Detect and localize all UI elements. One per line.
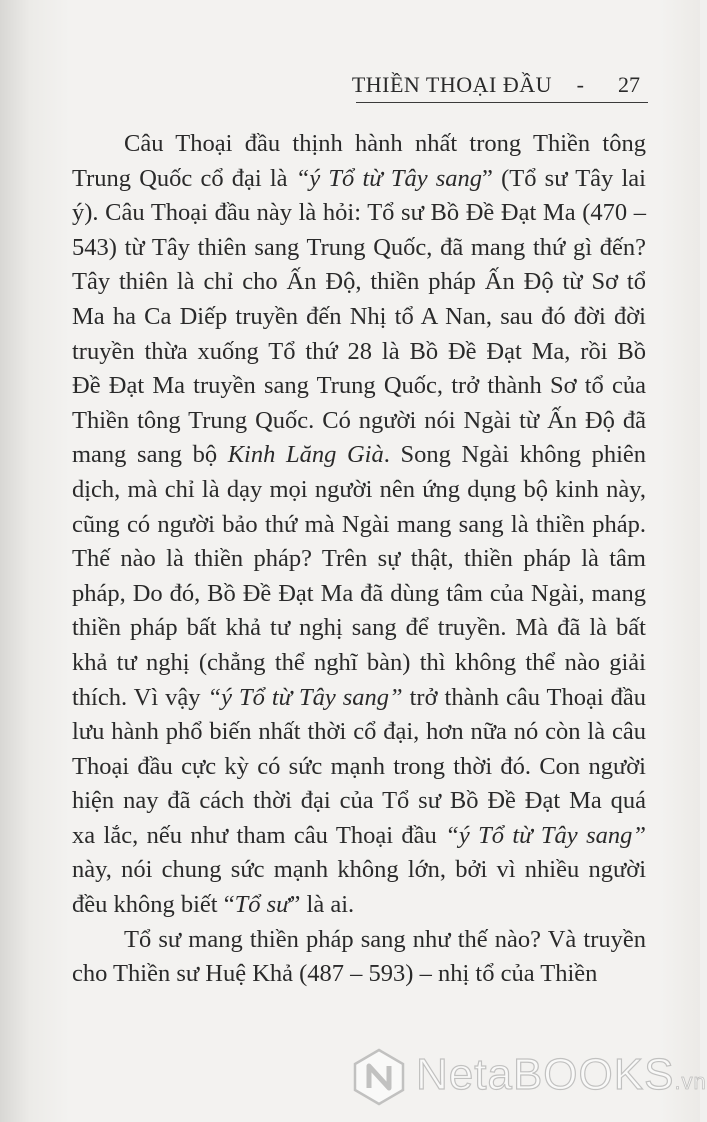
text-line <box>72 473 646 508</box>
header-separator: - <box>576 72 584 97</box>
text-segment: Trung Quốc cổ đại là <box>72 164 296 192</box>
page-number: 27 <box>618 72 640 97</box>
italic-segment: “ý Tổ từ Tây sang <box>295 164 483 192</box>
text-line <box>72 888 646 923</box>
text-segment: Tây thiên là chỉ cho Ấn Độ, thiền pháp Ấn Độ từ Sơ tổ <box>72 268 646 296</box>
text-segment: ” là ai. <box>289 891 355 919</box>
text-segment: . Song Ngài không phiên <box>383 441 646 469</box>
text-line <box>72 300 646 335</box>
text-line <box>72 438 646 473</box>
text-segment: ” (Tổ sư Tây lai <box>482 164 646 192</box>
text-segment: hiện nay đã cách thời đại của Tổ sư Bồ Đề Đạt Ma quá <box>72 787 646 815</box>
text-line <box>72 784 646 819</box>
text-line <box>72 265 646 300</box>
watermark-text <box>416 1050 707 1100</box>
text-line <box>72 231 646 266</box>
text-line <box>72 819 646 854</box>
text-line <box>72 715 646 750</box>
text-segment: Đề Đạt Ma truyền sang Trung Quốc, trở thành Sơ tổ của <box>72 372 646 400</box>
text-segment: Câu Thoại đầu thịnh hành nhất trong Thiền tông <box>124 130 646 157</box>
italic-segment: Kinh Lăng Già <box>227 441 384 469</box>
text-line <box>72 853 646 888</box>
text-line <box>72 681 646 716</box>
text-line <box>72 611 646 646</box>
text-segment: cho Thiền sư Huệ Khả (487 – 593) – nhị tổ của Thiền <box>72 960 598 988</box>
text-segment: trở thành câu Thoại đầu <box>402 683 646 711</box>
text-segment: lưu hành phổ biến nhất thời cổ đại, hơn nữa nó còn là câu <box>72 718 646 746</box>
text-segment: khả tư nghị (chẳng thể nghĩ bàn) thì không thể nào giải <box>72 648 646 676</box>
netabooks-logo-icon <box>350 1048 408 1106</box>
text-segment: mang sang bộ <box>72 441 228 469</box>
text-segment: Thế nào là thiền pháp? Trên sự thật, thiền pháp là tâm <box>72 545 646 573</box>
watermark-brand: NetaBOOKS <box>416 1050 675 1099</box>
text-line <box>72 750 646 785</box>
text-segment: Tổ sư mang thiền pháp sang như thế nào? Và truyền <box>124 925 646 953</box>
italic-segment: “ý Tổ từ Tây sang” <box>207 683 403 711</box>
text-segment: xa lắc, nếu như tham câu Thoại đầu <box>72 821 446 849</box>
text-segment: thích. Vì vậy <box>72 683 208 711</box>
text-segment: Ma ha Ca Diếp truyền đến Nhị tổ A Nan, sau đó đời đời <box>72 302 646 330</box>
text-segment: pháp, Do đó, Bồ Đề Đạt Ma đã dùng tâm của Ngài, mang <box>72 579 646 607</box>
text-line <box>72 957 646 992</box>
text-segment: ý). Câu Thoại đầu này là hỏi: Tổ sư Bồ Đề Đạt Ma (470 – <box>72 199 646 227</box>
text-segment: cũng có người bảo thứ mà Ngài mang sang là thiền pháp. <box>72 510 646 538</box>
text-line <box>72 404 646 439</box>
text-segment: Thoại đầu cực kỳ có sức mạnh trong thời đó. Con người <box>72 752 646 780</box>
running-header <box>351 68 648 103</box>
watermark <box>350 1046 707 1116</box>
text-segment: dịch, mà chỉ là dạy mọi người nên ứng dụng bộ kinh này, <box>72 475 646 503</box>
text-line <box>72 127 646 162</box>
italic-segment: Tổ sư <box>234 891 290 919</box>
text-segment: này, nói chung sức mạnh không lớn, bởi vì nhiều người <box>72 856 646 884</box>
text-line <box>72 542 646 577</box>
watermark-suffix: .vn <box>674 1069 707 1094</box>
text-line <box>72 508 646 543</box>
text-segment: đều không biết “ <box>72 891 235 919</box>
chapter-title: THIỀN THOẠI ĐẦU <box>351 72 552 97</box>
text-line <box>72 923 646 958</box>
text-line <box>72 577 646 612</box>
text-segment: 543) từ Tây thiên sang Trung Quốc, đã mang thứ gì đến? <box>72 233 646 261</box>
text-line <box>72 369 646 404</box>
text-line <box>72 196 646 231</box>
text-segment: thiền pháp bất khả tư nghị sang để truyền. Mà đã là bất <box>72 614 646 642</box>
text-line <box>72 162 646 197</box>
text-segment: truyền thừa xuống Tổ thứ 28 là Bồ Đề Đạt Ma, rồi Bồ <box>72 337 646 365</box>
text-segment: Thiền tông Trung Quốc. Có người nói Ngài từ Ấn Độ đã <box>72 406 646 434</box>
italic-segment: “ý Tổ từ Tây sang” <box>445 821 646 849</box>
body-text <box>72 127 646 992</box>
text-line <box>72 335 646 370</box>
text-line <box>72 646 646 681</box>
